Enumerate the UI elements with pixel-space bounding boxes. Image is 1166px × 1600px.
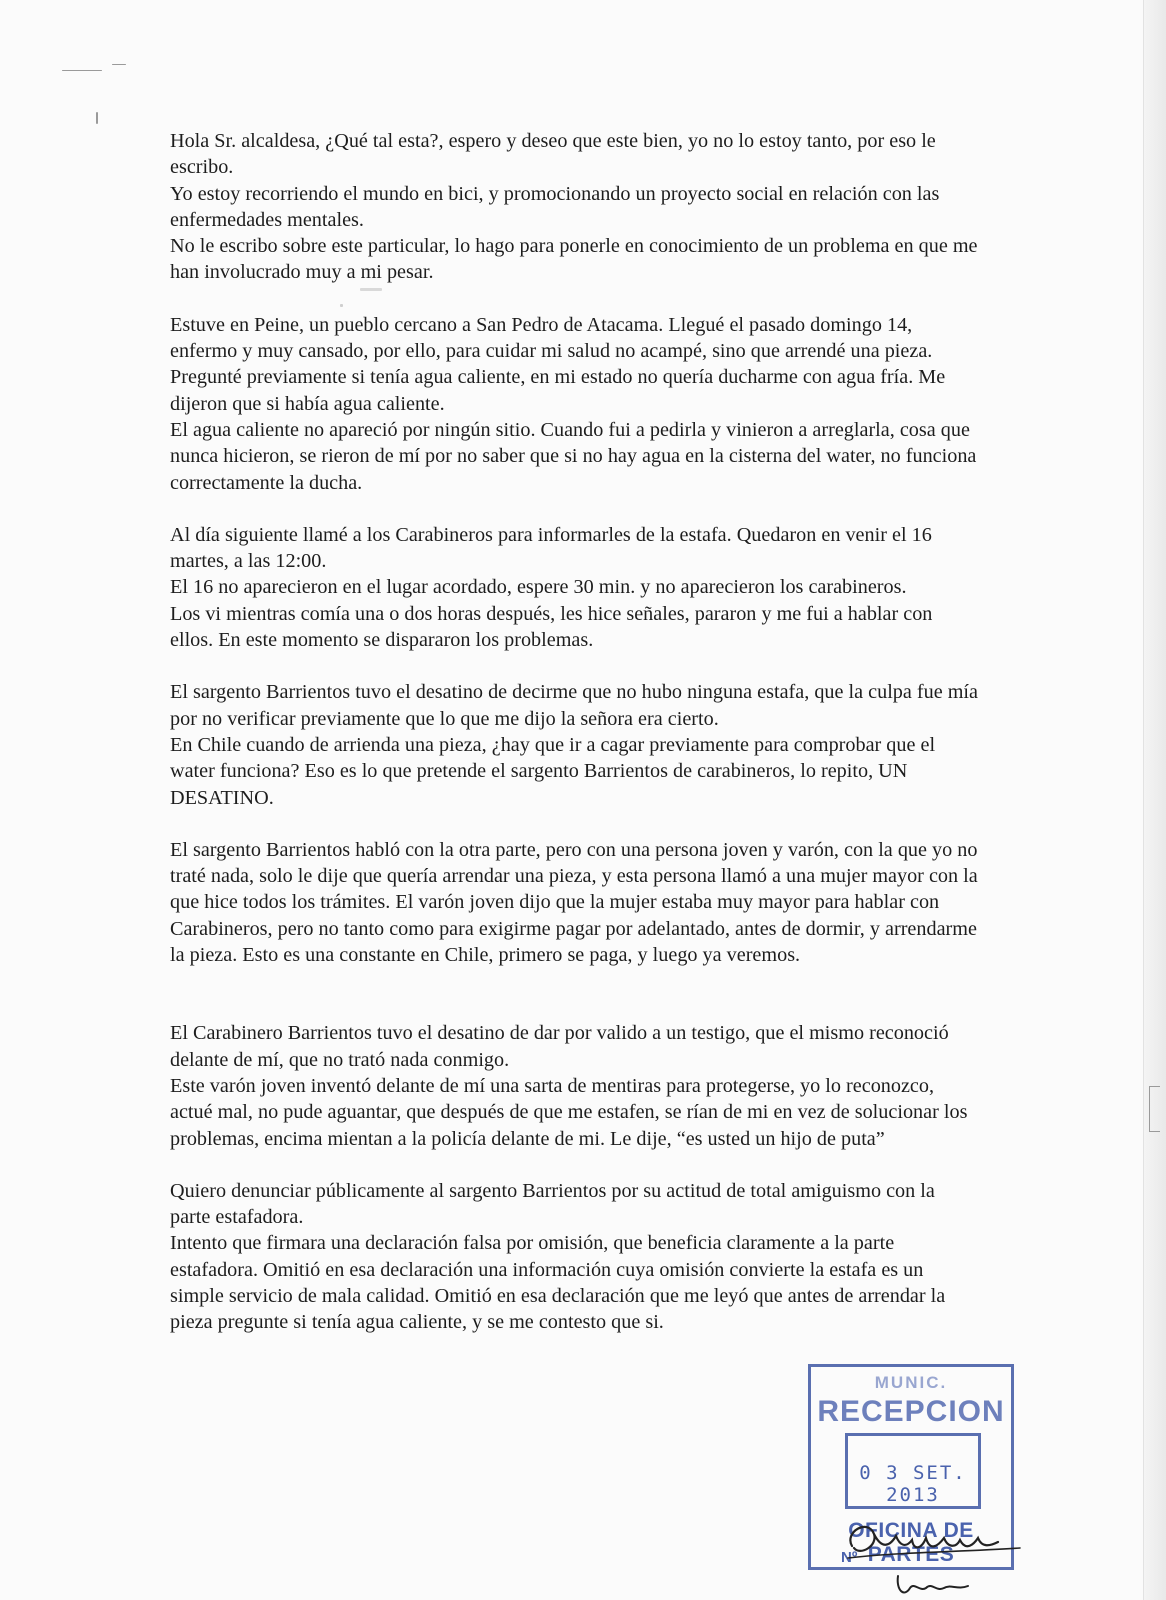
scan-speck xyxy=(112,64,126,65)
paragraph-line: Los vi mientras comía una o dos horas después, les hice señales, pararon y me fui a hablar con ellos. En este momento se dispararon los problemas. xyxy=(170,602,933,652)
paragraph xyxy=(170,1020,980,1151)
stamp-top-text: MUNIC. xyxy=(874,1373,948,1392)
paragraph-line: Quiero denunciar públicamente al sargento Barrientos por su actitud de total amiguismo con la parte estafadora. xyxy=(170,1179,935,1229)
paragraph-line: El sargento Barrientos tuvo el desatino de decirme que no hubo ninguna estafa, que la culpa fue mía por no verificar previamente que lo que me dijo la señora era cierto. xyxy=(170,681,978,730)
paragraph-line: El 16 no aparecieron en el lugar acordado, espere 30 min. y no aparecieron los carabineros. xyxy=(170,576,907,599)
paragraph-line: No le escribo sobre este particular, lo hago para ponerle en conocimiento de un problema en que me han involucrado muy a mi pesar. xyxy=(170,235,978,284)
paragraph-line: Intento que firmara una declaración falsa por omisión, que beneficia claramente a la parte estafadora. Omitió en esa declaración una información cuya omisión convierte la estafa es un simple servicio de mala calidad. Omitió en esa declaración que me leyó que antes de arrendar la pieza pregunte si tenía agua caliente, y se me contesto que si. xyxy=(170,1232,946,1334)
stamp-title: RECEPCION xyxy=(817,1395,1005,1428)
stamp-date: 0 3 SET. 2013 xyxy=(859,1462,967,1506)
clip-mark xyxy=(1149,1086,1160,1132)
stamp-number-label: Nº xyxy=(841,1549,858,1566)
handwritten-signature xyxy=(840,1512,1030,1600)
paragraph-line: Hola Sr. alcaldesa, ¿Qué tal esta?, espero y deseo que este bien, yo no lo estoy tanto, por eso le escribo. xyxy=(170,130,936,179)
scan-speck xyxy=(62,70,102,71)
paragraph xyxy=(170,837,980,968)
paragraph xyxy=(170,312,980,496)
paragraph-line: Estuve en Peine, un pueblo cercano a San Pedro de Atacama. Llegué el pasado domingo 14, enfermo y muy cansado, por ello, para cuidar mi salud no acampé, sino que arrendé una pieza. Pregunté previamente si tenía agua caliente, en mi estado no quería ducharme con agua fría. Me dijeron que si había agua caliente. xyxy=(170,313,946,415)
paragraph xyxy=(170,679,980,810)
paragraph-line: El Carabinero Barrientos tuvo el desatino de dar por valido a un testigo, que el mismo reconoció delante de mí, que no trató nada conmigo. xyxy=(170,1022,949,1071)
paragraph-line: El sargento Barrientos habló con la otra parte, pero con una persona joven y varón, con la que yo no traté nada, solo le dije que quería arrendar una pieza, y esta persona llamó a una mujer mayor con la que hice todos los trámites. El varón joven dijo que la mujer estaba muy mayor para hablar con Carabineros, pero no tanto como para exigirme pagar por adelantado, antes de dormir, y arrendarme la pieza. Esto es una constante en Chile, primero se paga, y luego ya veremos. xyxy=(170,838,978,967)
paragraph-line: Yo estoy recorriendo el mundo en bici, y promocionando un proyecto social en relación con las enfermedades mentales. xyxy=(170,182,940,231)
paper-edge xyxy=(1143,0,1166,1600)
paragraph-line: El agua caliente no apareció por ningún sitio. Cuando fui a pedirla y vinieron a arreglarla, cosa que nunca hicieron, se rieron de mí por no saber que si no hay agua en la cisterna del water, no funciona correctamente la ducha. xyxy=(170,418,977,494)
paragraph xyxy=(170,1178,980,1336)
stamp-date-box xyxy=(845,1433,981,1509)
paragraph-line: En Chile cuando de arrienda una pieza, ¿hay que ir a cagar previamente para comprobar que el water funciona? Eso es lo que pretende el sargento Barrientos de carabineros, lo repito, UN DESATINO. xyxy=(170,733,936,809)
paragraph-line: Este varón joven inventó delante de mí una sarta de mentiras para protegerse, yo lo reconozco, actué mal, no pude aguantar, que después de que me estafen, se rían de mi en vez de solucionar los problemas, encima mientan a la policía delante de mi. Le dije, “es usted un hijo de puta” xyxy=(170,1074,968,1150)
paragraph xyxy=(170,522,980,653)
letter-body xyxy=(170,128,980,1336)
scan-speck xyxy=(96,112,98,124)
paragraph-line: Al día siguiente llamé a los Carabineros para informarles de la estafa. Quedaron en venir el 16 martes, a las 12:00. xyxy=(170,523,932,573)
paragraph xyxy=(170,128,980,286)
stamp-office: OFICINA DE PARTES xyxy=(848,1519,974,1566)
